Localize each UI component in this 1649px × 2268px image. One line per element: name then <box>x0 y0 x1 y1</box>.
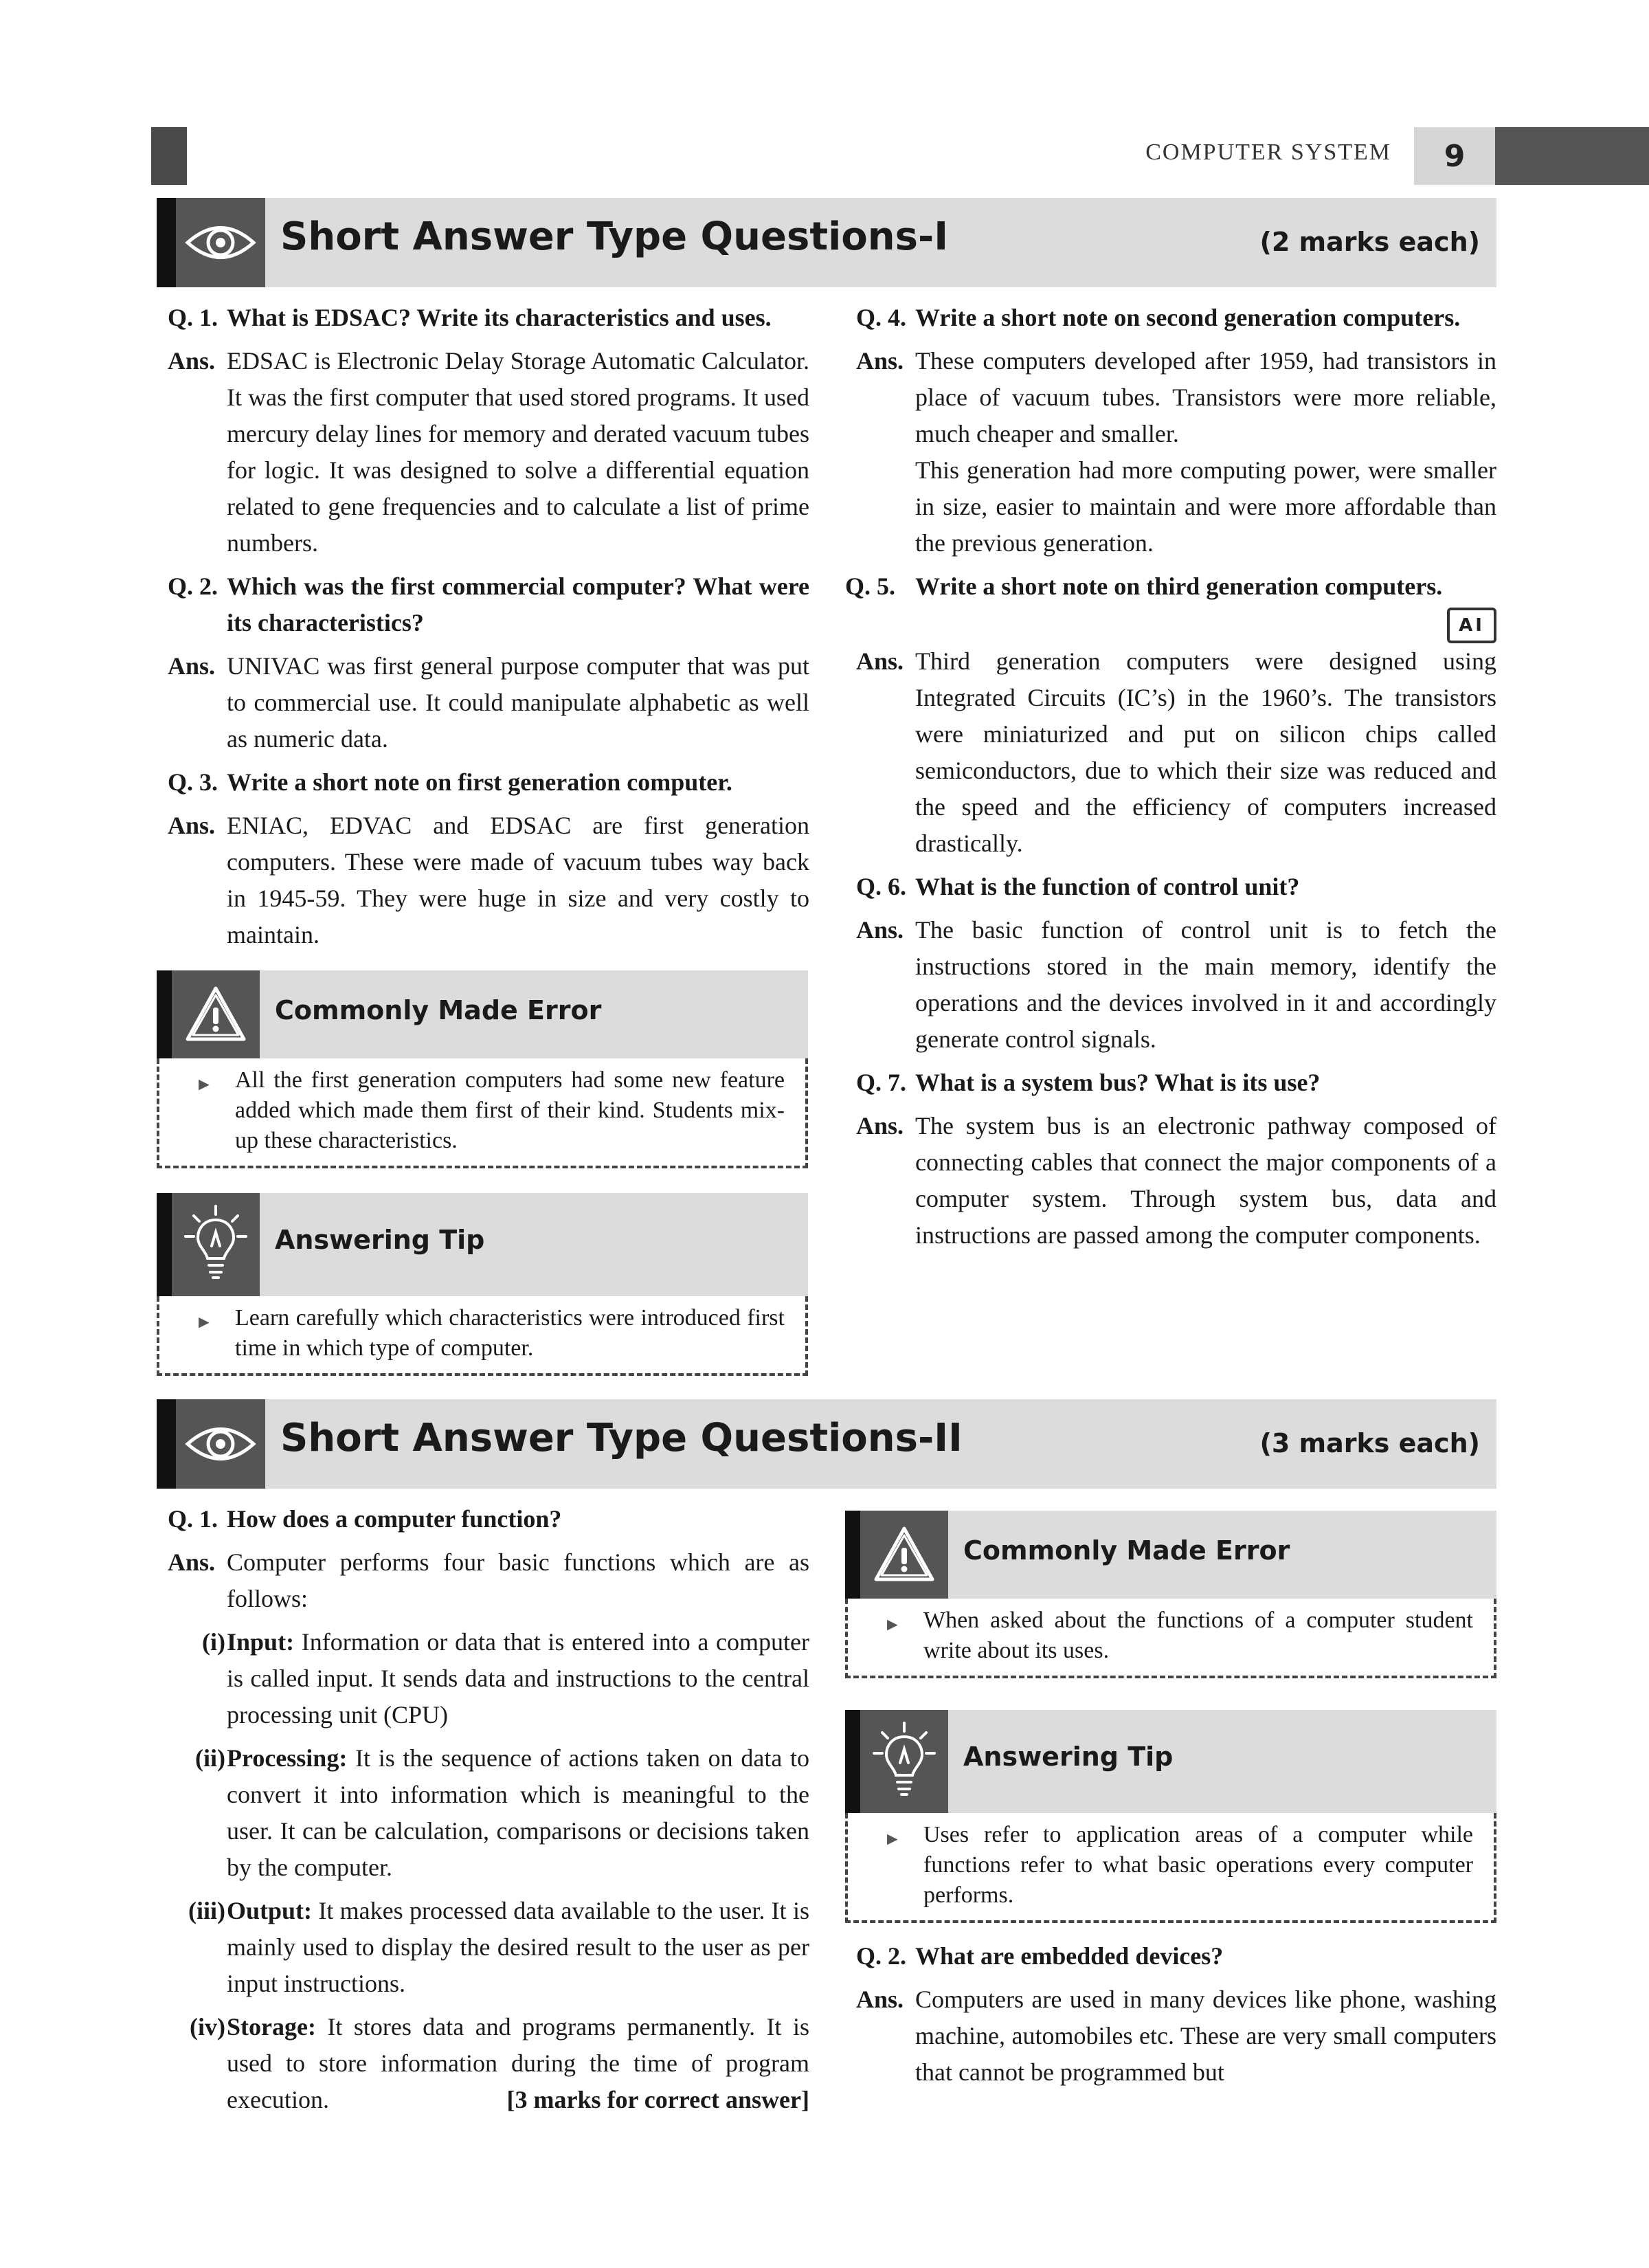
section-banner-1 <box>157 198 1496 287</box>
answer: Ans. ENIAC, EDVAC and EDSAC are first generation computers. These were made of vacuum tubes way back in 1945-59. They were huge in size and very costly to maintain. <box>168 812 809 948</box>
callout-title: Answering Tip <box>275 1225 485 1255</box>
pointer-arrow-icon: ► <box>884 1829 901 1849</box>
lightbulb-icon <box>172 1193 260 1296</box>
question: Q. 4. Write a short note on second generation computers. <box>856 304 1461 331</box>
callout-body: ► Learn carefully which characteristics were introduced first time in which type of computer. <box>157 1296 808 1376</box>
list-item: (iii) Output: It makes processed data available to the user. It is mainly used to display the desired result to the user as per input instructions. <box>188 1897 809 1997</box>
question: Q. 7. What is a system bus? What is its use? <box>856 1069 1321 1096</box>
ai-badge-icon: AI <box>1447 608 1496 643</box>
answer: Ans. These computers developed after 1959, had transistors in place of vacuum tubes. Transistors were more reliable, much cheaper and smaller. <box>856 347 1496 447</box>
question: Q. 6. What is the function of control unit? <box>856 873 1300 900</box>
s2-left-column <box>168 1501 809 2125</box>
section-title: Short Answer Type Questions-I <box>280 214 949 259</box>
answer: Ans. Third generation computers were designed using Integrated Circuits (IC’s) in the 1960’s. The transistors were miniaturized and put on silicon chips called semiconductors, due to which their size was reduced and the speed and the efficiency of computers increased drastically. <box>856 647 1496 857</box>
callout-body: ► When asked about the functions of a computer student write about its uses. <box>845 1599 1496 1678</box>
header-left-marker <box>151 127 187 185</box>
answer: Ans. EDSAC is Electronic Delay Storage Automatic Calculator. It was the first computer that used stored programs. It used mercury delay lines for memory and derated vacuum tubes for logic. It was designed to solve a differential equation related to gene frequencies and to calculate a list of prime numbers. <box>168 347 809 557</box>
s2-right-column <box>856 1938 1496 2098</box>
page-number: 9 <box>1414 127 1495 185</box>
pointer-arrow-icon: ► <box>195 1074 213 1094</box>
answer: Ans. Computers are used in many devices like phone, washing machine, automobiles etc. These are very small computers that cannot be programmed but <box>856 1986 1496 2086</box>
answer-continued: This generation had more computing power, were smaller in size, easier to maintain and were more affordable than the previous generation. <box>915 456 1496 557</box>
tip-callout <box>845 1710 1496 1923</box>
question: Q. 2. Which was the first commercial computer? What were its characteristics? <box>168 572 809 636</box>
badge-row <box>856 612 1496 643</box>
error-callout <box>157 970 808 1168</box>
answer: Ans. UNIVAC was first general purpose computer that was put to commercial use. It could manipulate alphabetic as well as numeric data. <box>168 652 809 753</box>
s1-left-column <box>168 300 809 960</box>
section-marks: (2 marks each) <box>1259 227 1480 257</box>
warning-icon <box>172 970 260 1058</box>
section-marks: (3 marks each) <box>1259 1428 1480 1458</box>
eye-icon <box>176 1399 265 1489</box>
running-header-title: COMPUTER SYSTEM <box>1145 140 1391 165</box>
warning-icon <box>860 1511 948 1599</box>
pointer-arrow-icon: ► <box>195 1312 213 1332</box>
tip-callout <box>157 1193 808 1376</box>
answer: Ans. The system bus is an electronic pathway composed of connecting cables that connect the major components of a computer system. Through system bus, data and instructions are passed among the computer components. <box>856 1112 1496 1249</box>
s1-right-column <box>845 300 1496 1260</box>
list-item: (iv) Storage: It stores data and programs permanently. It is used to store information during the time of program execution. [3 marks for correct answer] <box>168 2009 809 2118</box>
question: Q. 3. Write a short note on first generation computer. <box>168 768 732 796</box>
callout-body: ► All the first generation computers had some new feature added which made them first of their kind. Students mix-up these characteristics. <box>157 1058 808 1168</box>
question: Q. 1. What is EDSAC? Write its characteristics and uses. <box>168 304 772 331</box>
list-item: (i) Input: Information or data that is entered into a computer is called input. It sends data and instructions to the central processing unit (CPU) <box>202 1628 809 1728</box>
callout-body: ► Uses refer to application areas of a computer while functions refer to what basic operations every computer performs. <box>845 1813 1496 1923</box>
pointer-arrow-icon: ► <box>884 1614 901 1634</box>
answer: Ans. Computer performs four basic functions which are as follows: <box>168 1548 809 1612</box>
list-item: (ii) Processing: It is the sequence of actions taken on data to convert it into information which is meaningful to the user. It can be calculation, comparisons or decisions taken by the computer. <box>195 1744 810 1881</box>
callout-title: Commonly Made Error <box>963 1535 1290 1566</box>
lightbulb-icon <box>860 1710 948 1813</box>
question: Q. 5. Write a short note on third generation computers. <box>845 572 1443 600</box>
answer: Ans. The basic function of control unit is to fetch the instructions stored in the main memory, identify the operations and the devices involved in it and accordingly generate control signals. <box>856 916 1496 1053</box>
question: Q. 1. How does a computer function? <box>168 1505 562 1533</box>
callout-title: Commonly Made Error <box>275 995 602 1025</box>
marks-note: [3 marks for correct answer] <box>506 2086 809 2113</box>
section-banner-2 <box>157 1399 1496 1489</box>
section-title: Short Answer Type Questions-II <box>280 1416 963 1460</box>
question: Q. 2. What are embedded devices? <box>856 1942 1224 1970</box>
header-right-bar <box>1495 127 1649 185</box>
callout-title: Answering Tip <box>963 1742 1174 1772</box>
error-callout <box>845 1511 1496 1678</box>
eye-icon <box>176 198 265 287</box>
